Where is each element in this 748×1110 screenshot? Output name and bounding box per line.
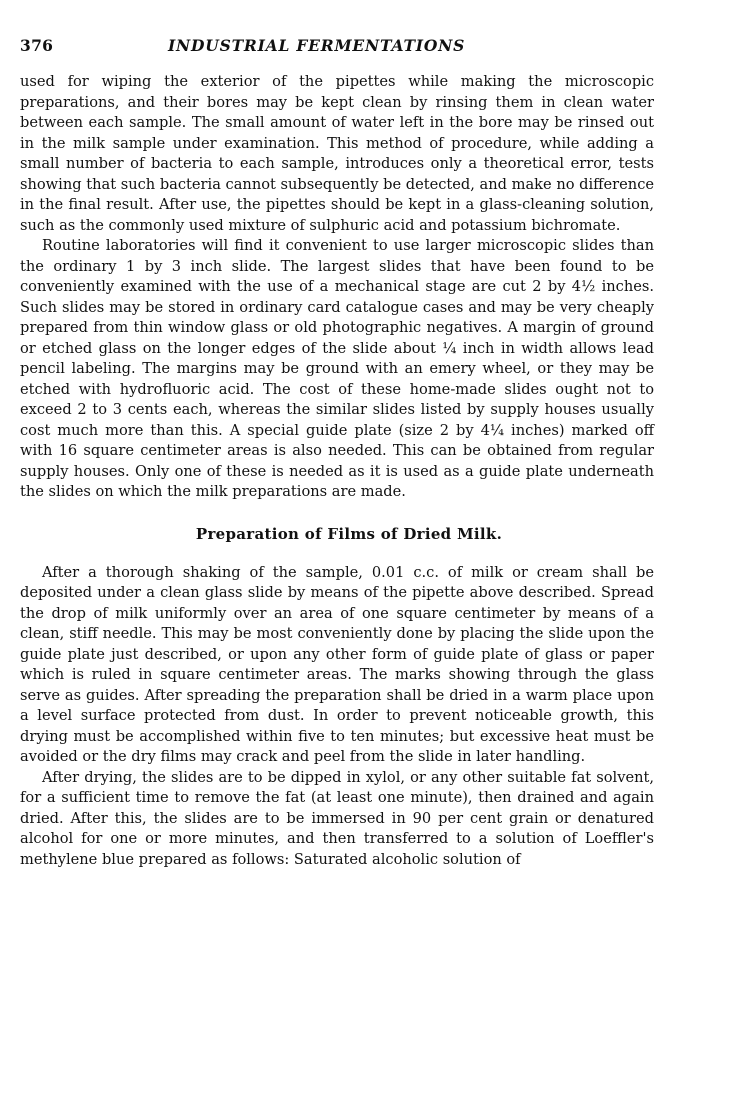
paragraph-continued: used for wiping the exterior of the pipettes while making the microscopic preparations, and their bores may be kept clean by rinsing them in clean water between each sample. The small amount of water left in the bore may be rinsed out in the milk sample under examination. This method of procedure, while adding a small number of bacteria to each sample, introduces only a theoretical error, tests showing that such bacteria cannot subsequently be detected, and make no difference in the final result. After use, the pipettes should be kept in a glass-cleaning solution, such as the commonly used mixture of sulphuric acid and potassium bichromate. [20, 73, 654, 234]
paragraph-after-drying: After drying, the slides are to be dipped in xylol, or any other suitable fat solvent, for a sufficient time to remove the fat (at least one minute), then drained and again dried. After this, the slides are to be immersed in 90 per cent grain or denatured alcohol for one or more minutes, and then transferred to a solution of Loeffler's methylene blue prepared as follows: Saturated alcoholic solution of [20, 768, 654, 868]
running-head [20, 36, 654, 58]
paragraph-routine-laboratories: Routine laboratories will find it convenient to use larger microscopic slides than the ordinary 1 by 3 inch slide. The largest slides that have been found to be conveniently examined with the use of a mechanical stage are cut 2 by 4½ inches. Such slides may be stored in ordinary card catalogue cases and may be very cheaply prepared from thin window glass or old photographic negatives. A margin of ground or etched glass on the longer edges of the slide about ¼ inch in width allows lead pencil labeling. The margins may be ground with an emery wheel, or they may be etched with hydrofluoric acid. The cost of these home-made slides ought not to exceed 2 to 3 cents each, whereas the similar slides listed by supply houses usually cost much more than this. A special guide plate (size 2 by 4¼ inches) marked off with 16 square centimeter areas is also needed. This can be obtained from regular supply houses. Only one of these is needed as it is used as a guide plate underneath the slides on which the milk preparations are made. [20, 237, 654, 500]
section-heading: Preparation of Films of Dried Milk. [195, 524, 503, 543]
paragraph-after-shaking: After a thorough shaking of the sample, 0.01 c.c. of milk or cream shall be deposited under a clean glass slide by means of the pipette above described. Spread the drop of milk uniformly over an area of one square centimeter by means of a clean, stiff needle. This may be most conveniently done by placing the slide upon the guide plate just described, or upon any other form of guide plate of glass or paper which is ruled in square centimeter areas. The marks showing through the glass serve as guides. After spreading the preparation shall be dried in a warm place upon a level surface protected from dust. In order to prevent noticeable growth, this drying must be accomplished within five to ten minutes; but excessive heat must be avoided or the dry films may crack and peel from the slide in later handling. [20, 563, 654, 765]
book-page [20, 36, 654, 870]
page-number: 376 [20, 36, 54, 55]
running-title: INDUSTRIAL FERMENTATIONS [168, 36, 466, 55]
